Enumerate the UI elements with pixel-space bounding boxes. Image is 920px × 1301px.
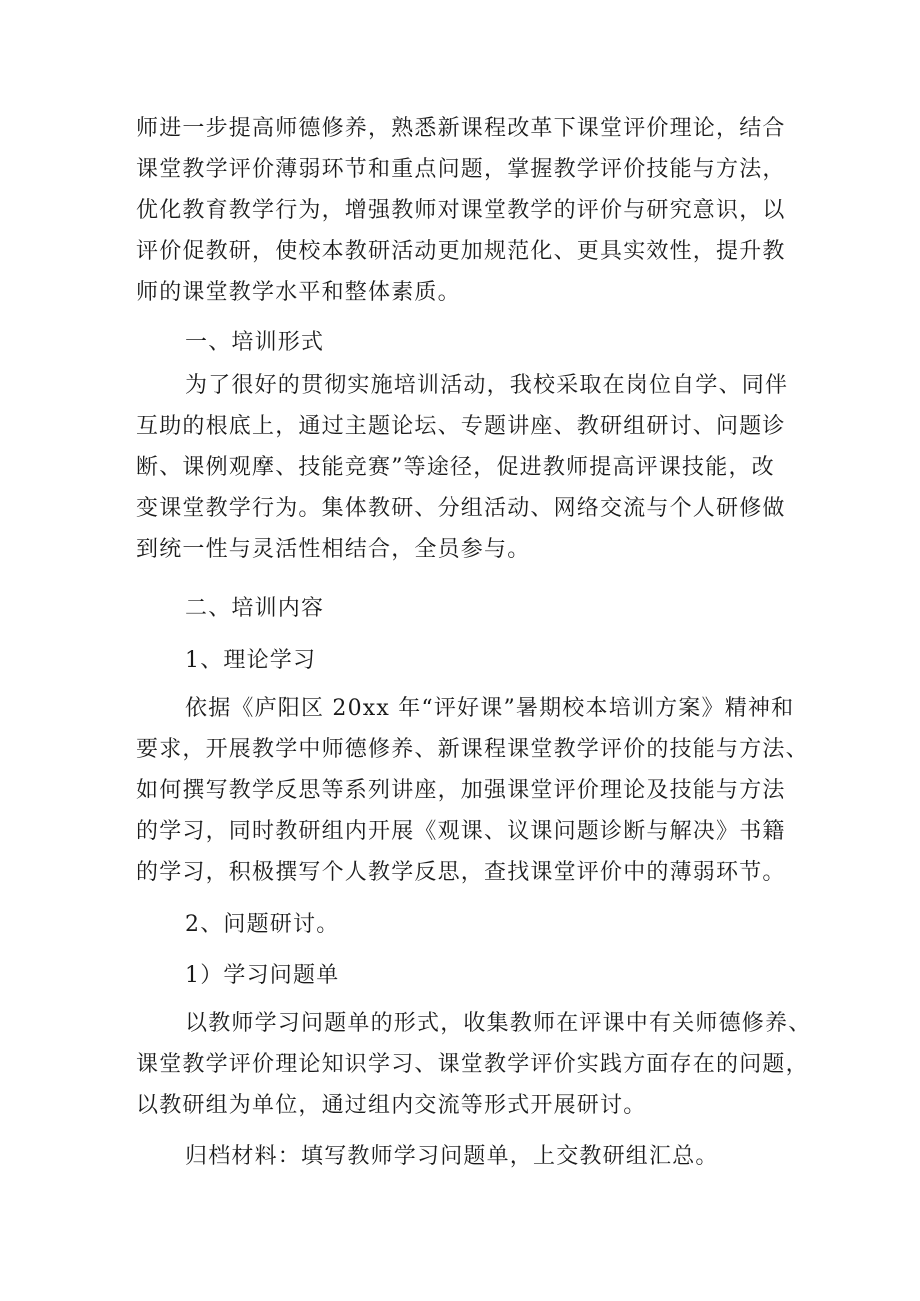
text-line: 的学习，积极撰写个人教学反思，查找课堂评价中的薄弱环节。 bbox=[136, 860, 786, 885]
text-line: 断、课例观摩、技能竞赛”等途径，促进教师提高评课技能，改 bbox=[136, 455, 775, 480]
text-line: 互助的根底上，通过主题论坛、专题讲座、教研组研讨、问题诊 bbox=[136, 414, 786, 439]
heading-problem-sheet: 1）学习问题单 bbox=[185, 963, 340, 988]
paragraph-problem-sheet bbox=[136, 1003, 812, 1126]
heading-training-form: 一、培训形式 bbox=[185, 330, 325, 355]
text-line: 评价促教研，使校本教研活动更加规范化、更具实效性，提升教 bbox=[136, 239, 786, 264]
text-line: 要求，开展教学中师德修养、新课程课堂教学评价的技能与方法、 bbox=[136, 737, 809, 762]
text-line: 变课堂教学行为。集体教研、分组活动、网络交流与个人研修做 bbox=[136, 496, 786, 521]
text-line: 师的课堂教学水平和整体素质。 bbox=[136, 280, 461, 305]
archive-note: 归档材料：填写教师学习问题单，上交教研组汇总。 bbox=[185, 1144, 719, 1169]
text-line: 课堂教学评价理论知识学习、课堂教学评价实践方面存在的问题， bbox=[136, 1052, 809, 1077]
heading-problem-discussion: 2、问题研讨。 bbox=[185, 912, 340, 937]
text-line: 为了很好的贯彻实施培训活动，我校采取在岗位自学、同伴 bbox=[185, 373, 789, 398]
text-line: 以教研组为单位，通过组内交流等形式开展研讨。 bbox=[136, 1093, 647, 1118]
text-line: 课堂教学评价薄弱环节和重点问题，掌握教学评价技能与方法， bbox=[136, 157, 786, 182]
text-line: 到统一性与灵活性相结合，全员参与。 bbox=[136, 537, 531, 562]
text-line: 如何撰写教学反思等系列讲座，加强课堂评价理论及技能与方法 bbox=[136, 778, 786, 803]
text-line: 依据《庐阳区 20xx 年“评好课”暑期校本培训方案》精神和 bbox=[185, 696, 795, 721]
heading-theory-study: 1、理论学习 bbox=[185, 648, 317, 673]
text-line: 以教师学习问题单的形式，收集教师在评课中有关师德修养、 bbox=[185, 1011, 812, 1036]
text-line: 的学习，同时教研组内开展《观课、议课问题诊断与解决》书籍 bbox=[136, 819, 786, 844]
paragraph-training-form bbox=[136, 365, 796, 570]
text-line: 优化教育教学行为，增强教师对课堂教学的评价与研究意识，以 bbox=[136, 198, 786, 223]
paragraph-theory-study bbox=[136, 688, 809, 893]
paragraph-intro bbox=[136, 108, 796, 313]
heading-training-content: 二、培训内容 bbox=[185, 596, 325, 621]
text-line: 师进一步提高师德修养，熟悉新课程改革下课堂评价理论，结合 bbox=[136, 116, 786, 141]
